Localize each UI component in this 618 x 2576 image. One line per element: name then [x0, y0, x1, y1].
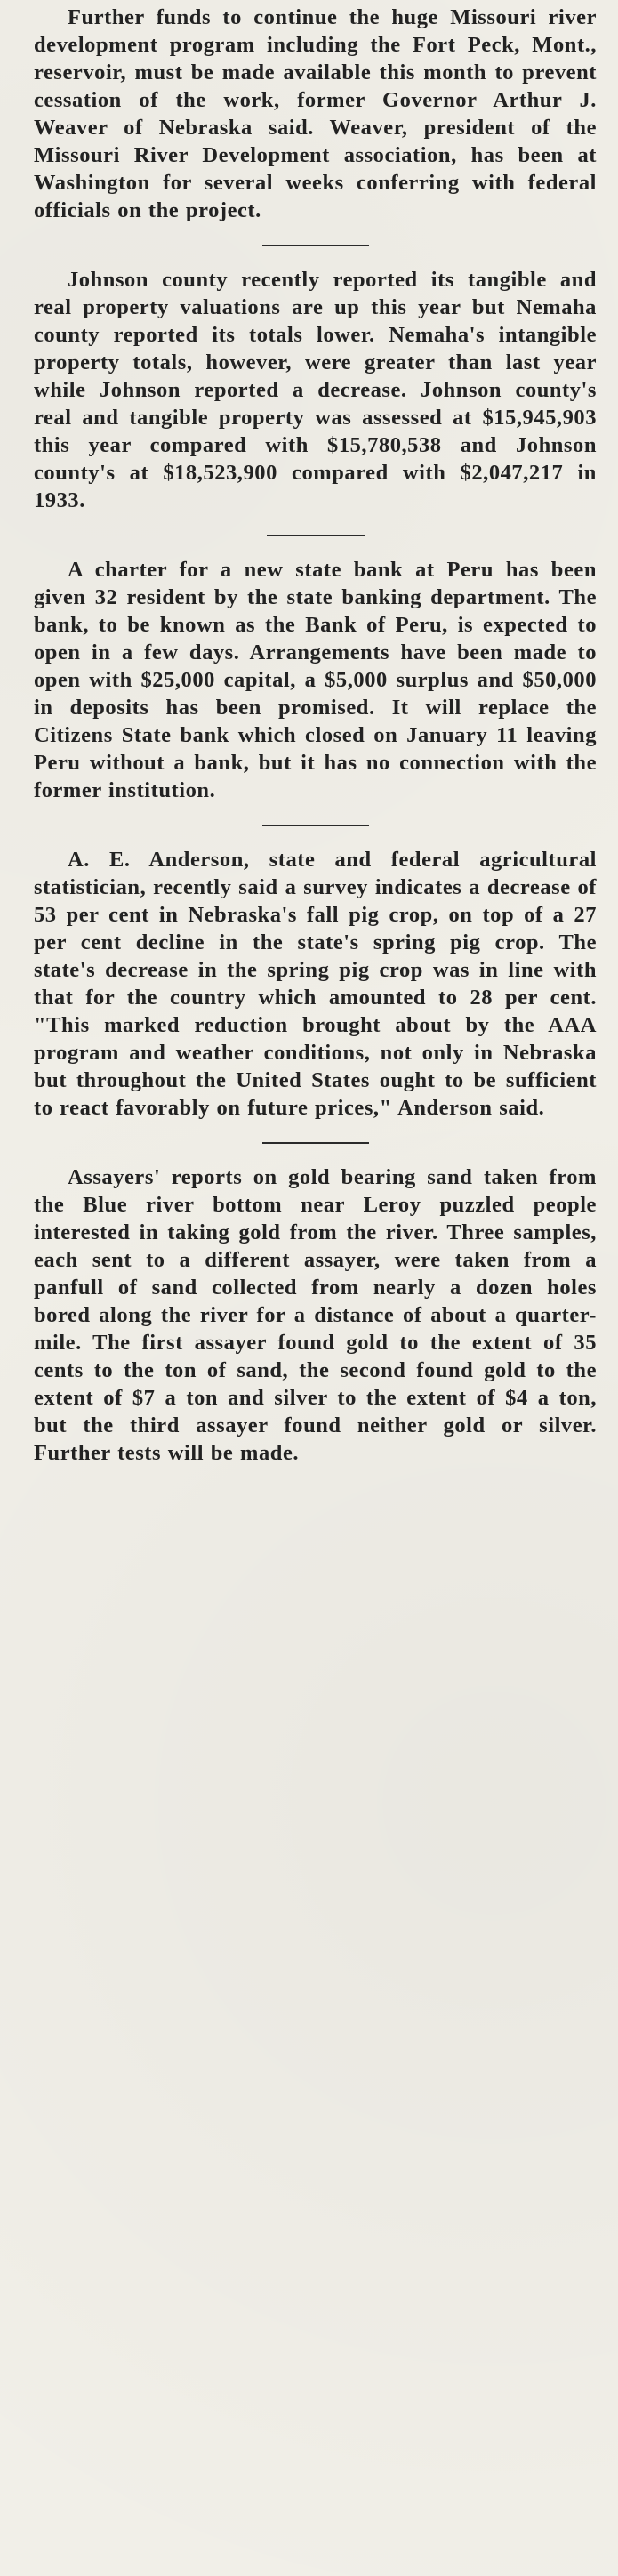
- article-pig-crop-decrease: A. E. Anderson, state and federal agricultural statistician, recently said a survey indicates a decrease of 53 per cent in Nebraska's fall pig crop, on top of a 27 per cent decline in the state's spring pig crop. The state's decrease in the spring pig crop was in line with that for the country which amounted to 28 per cent. "This marked reduction brought about by the AAA program and weather conditions, not only in Nebraska but throughout the United States ought to be sufficient to react favorably on future prices," Anderson said.: [34, 848, 597, 1120]
- column-divider: [262, 245, 369, 246]
- column-divider: [262, 1142, 369, 1144]
- column-divider: [262, 825, 369, 826]
- article-missouri-river-funds: Further funds to continue the huge Missouri river development program including the Fort Peck, Mont., reservoir, must be made available this month to prevent cessation of the work, former Governor Arthur J. Weaver of Nebraska said. Weaver, president of the Missouri River Development association, has been at Washington for several weeks conferring with federal officials on the project.: [34, 5, 597, 222]
- article-property-valuations: Johnson county recently reported its tangible and real property valuations are up this year but Nemaha county reported its totals lower. Nemaha's intangible property totals, however, were greater than last year while Johnson reported a decrease. Johnson county's real and tangible property was assessed at $15,945,903 this year compared with $15,780,538 and Johnson county's at $18,523,900 compared with $2,047,217 in 1933.: [34, 268, 597, 512]
- article-blue-river-gold: Assayers' reports on gold bearing sand taken from the Blue river bottom near Leroy puzzled people interested in taking gold from the river. Three samples, each sent to a different assayer, were taken from a panfull of sand collected from nearly a dozen holes bored along the river for a distance of about a quarter-mile. The first assayer found gold to the extent of 35 cents to the ton of sand, the second found gold to the extent of $7 a ton and silver to the extent of $4 a ton, but the third assayer found neither gold or silver. Further tests will be made.: [34, 1165, 597, 1465]
- column-divider: [267, 535, 365, 536]
- article-peru-state-bank: A charter for a new state bank at Peru has been given 32 resident by the state banking department. The bank, to be known as the Bank of Peru, is expected to open in a few days. Arrangements have been made to open with $25,000 capital, a $5,000 surplus and $50,000 in deposits has been promised. It will replace the Citizens State bank which closed on January 11 leaving Peru without a bank, but it has no connection with the former institution.: [34, 558, 597, 802]
